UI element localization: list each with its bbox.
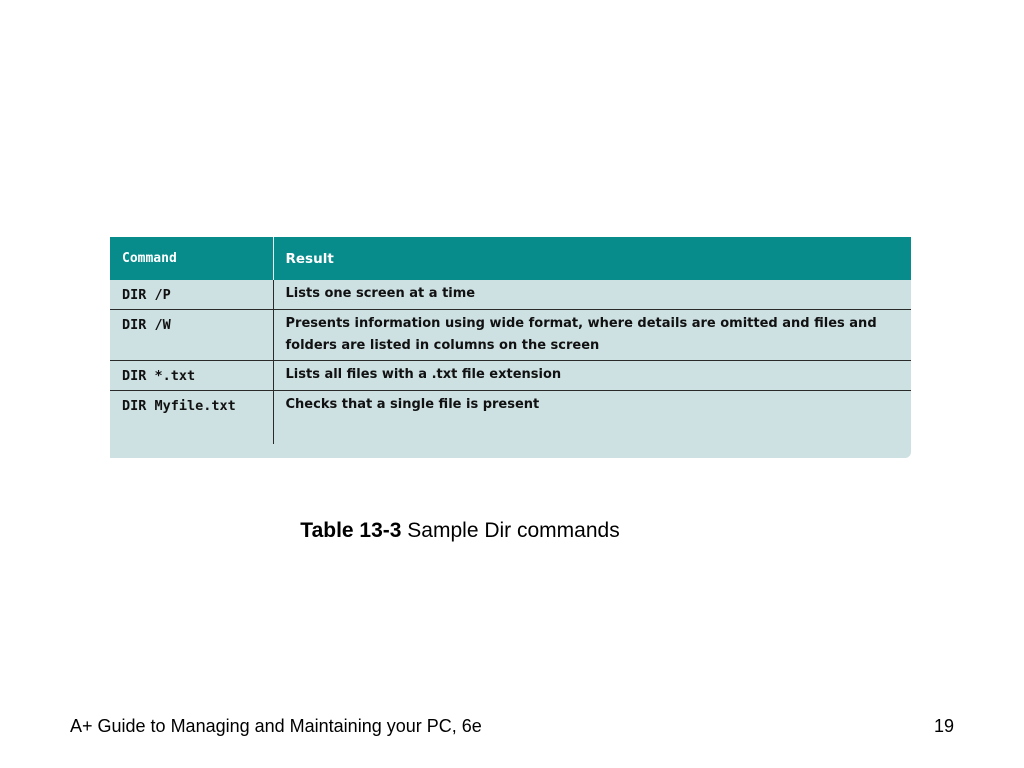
table-row [110,310,911,361]
command-cell: DIR Myfile.txt [110,391,273,445]
caption-text: Sample Dir commands [407,519,620,542]
result-cell: Checks that a single file is present [285,397,540,412]
result-cell: Presents information using wide format, where details are omitted and files and folders are listed in columns on the screen [273,310,911,361]
dir-commands-table-container [110,237,911,458]
table-row [110,280,911,310]
table-row [110,391,911,445]
footer-page-number: 19 [933,716,954,736]
command-cell: DIR /W [110,310,273,361]
result-cell: Lists all files with a .txt file extension [273,361,911,391]
column-header-result: Result [273,237,911,280]
command-cell: DIR /P [110,280,273,310]
caption-table-number: Table 13-3 [300,519,402,542]
column-header-command: Command [110,237,273,280]
footer-book-title: A+ Guide to Managing and Maintaining your PC, 6e [70,716,482,736]
dir-commands-table [110,237,911,444]
table-header-row [110,237,911,280]
table-row [110,361,911,391]
command-cell: DIR *.txt [110,361,273,391]
table-caption [0,519,1024,543]
result-cell: Lists one screen at a time [273,280,911,310]
